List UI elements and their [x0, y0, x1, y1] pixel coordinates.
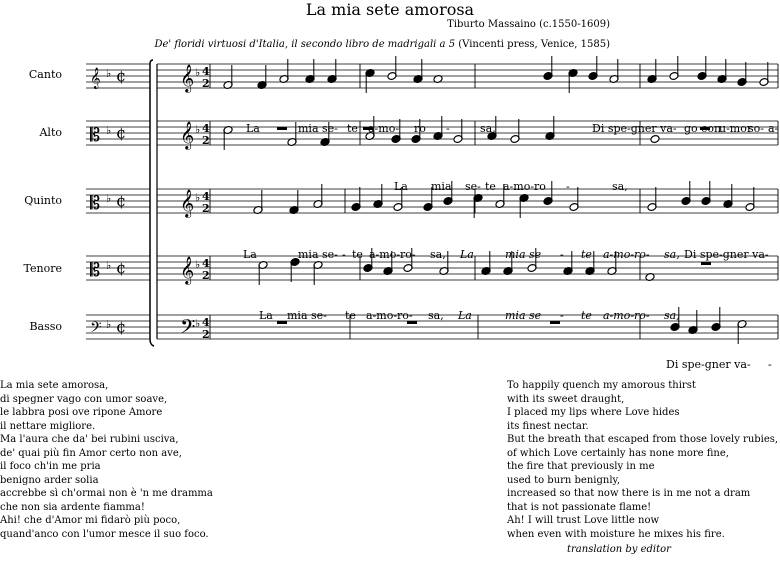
poem-italian-line: Ahi! che d'Amor mi fidarò più poco,: [0, 515, 181, 526]
translation-credit: translation by editor: [567, 544, 671, 555]
lyric-canto-1: La: [246, 122, 260, 135]
key-flat: ♭: [195, 123, 201, 136]
lyric-tenore-4: a-mo-ro-: [366, 309, 413, 322]
modern-clef: 𝄞: [180, 189, 195, 217]
lyric-tenore-9: te: [581, 309, 592, 322]
poem-italian-line: che non sia ardente fiamma!: [0, 501, 145, 513]
poem-italian-line: Ma l'aura che da' bei rubini usciva,: [0, 434, 179, 445]
modern-clef: 𝄞: [180, 64, 195, 92]
lyric-tenore-1: La: [259, 309, 273, 322]
poem-english-line: increased so that now there is in me not a dram: [507, 488, 751, 499]
old-time-signature: ¢: [116, 66, 127, 85]
old-time-signature: ¢: [116, 123, 127, 142]
time-signature-numerator: 4: [202, 257, 210, 270]
voice-name-basso: Basso: [29, 320, 62, 333]
lyric-alto-6: -: [566, 180, 570, 193]
poem-italian-line: de' quai più fin Amor certo non ave,: [0, 447, 182, 459]
lyric-canto-2: mia se-: [298, 122, 338, 135]
voice-name-canto: Canto: [28, 68, 62, 81]
lyric-quinto-2: mia se-: [298, 248, 338, 261]
lyric-quinto-9: -: [560, 248, 564, 261]
key-flat: ♭: [195, 317, 201, 330]
lyric-tenore-11: sa,: [664, 309, 680, 322]
composer: Tiburto Massaino (c.1550-1609): [447, 19, 610, 30]
lyric-alto-5: a-mo-ro: [503, 180, 546, 193]
poem-italian-line: il nettare migliore.: [0, 420, 96, 432]
lyric-quinto-13: Di spe-gner va-: [684, 248, 769, 261]
lyric-tenore-10: a-mo-ro-: [603, 309, 650, 322]
key-flat: ♭: [195, 258, 201, 271]
lyric-canto-11: so-: [748, 122, 764, 135]
poem-english-line: Ah! I will trust Love little now: [507, 515, 660, 526]
incipit-flat: ♭: [106, 67, 112, 80]
lyric-tenore-8: -: [560, 309, 564, 322]
lyric-alto-4: te: [485, 180, 496, 193]
lyric-canto-8: Di spe-gner va-: [592, 122, 677, 135]
lyric-alto-3: se-: [465, 180, 481, 193]
incipit-flat: ♭: [106, 318, 112, 331]
incipit-clef: 𝄢: [90, 319, 102, 340]
old-time-signature: ¢: [116, 258, 127, 277]
time-signature-denominator: 2: [202, 328, 210, 341]
lyric-canto-6: -: [446, 122, 450, 135]
poem-italian: [0, 379, 213, 541]
lyric-basso-1: Di spe-gner va-: [666, 358, 751, 371]
poem-italian-line: benigno arder solia: [0, 474, 99, 486]
poem-english-line: when even with moisture he mixes his fire.: [507, 528, 725, 540]
lyric-canto-12: a-: [768, 122, 779, 135]
source-publisher: (Vincenti press, Venice, 1585): [455, 39, 610, 50]
poem-english-line: To happily quench my amorous thirst: [507, 380, 696, 391]
lyric-quinto-6: sa,: [430, 248, 446, 261]
source-title: De' floridi virtuosi d'Italia, il secondo libro de madrigali a 5: [154, 39, 456, 50]
lyric-quinto-5: a-mo-ro-: [369, 248, 416, 261]
lyric-quinto-1: La: [243, 248, 257, 261]
lyric-tenore-3: te: [345, 309, 356, 322]
time-signature-denominator: 2: [202, 77, 210, 90]
modern-clef: 𝄞: [180, 121, 195, 149]
incipit-flat: ♭: [106, 192, 112, 205]
system-bracket: [150, 60, 154, 346]
poem-english-line: But the breath that escaped from those lovely rubies,: [507, 434, 779, 445]
whole-rest: [550, 321, 560, 324]
old-time-signature: ¢: [116, 317, 127, 336]
time-signature-numerator: 4: [202, 190, 210, 203]
lyric-tenore-2: mia se-: [287, 309, 327, 322]
lyric-quinto-12: sa,: [664, 248, 680, 261]
incipit-clef: 𝄡: [90, 125, 101, 146]
lyric-quinto-8: mia se: [505, 248, 542, 261]
lyric-canto-4: a-mo-: [368, 122, 400, 135]
time-signature-denominator: 2: [202, 269, 210, 282]
poem-italian-line: accrebbe sì ch'ormai non è 'n me dramma: [0, 488, 213, 499]
lyric-tenore-6: La: [458, 309, 472, 322]
lyric-quinto-3: -: [342, 248, 346, 261]
page-title: La mia sete amorosa: [305, 0, 475, 19]
whole-rest: [277, 127, 287, 130]
lyric-tenore-7: mia se: [505, 309, 542, 322]
lyric-canto-10: u-mor: [719, 122, 753, 135]
poem-english-line: its finest nectar.: [507, 420, 589, 432]
time-signature-numerator: 4: [202, 65, 210, 78]
poem-english-line: I placed my lips where Love hides: [507, 407, 680, 418]
lyric-tenore-5: sa,: [428, 309, 444, 322]
notehead: [650, 135, 660, 144]
poem-english-line: that is not passionate flame!: [507, 501, 652, 513]
poem-english-line: with its sweet draught,: [507, 393, 625, 405]
poem-english: [507, 379, 778, 541]
modern-clef: 𝄞: [180, 256, 195, 284]
lyric-canto-3: te: [347, 122, 358, 135]
lyric-alto-2: mia: [431, 180, 452, 193]
incipit-flat: ♭: [106, 124, 112, 137]
voice-name-quinto: Quinto: [24, 194, 62, 207]
whole-rest: [701, 262, 711, 265]
time-signature-denominator: 2: [202, 202, 210, 215]
time-signature-denominator: 2: [202, 134, 210, 147]
lyric-canto-5: ro: [414, 122, 426, 135]
poem-english-line: the fire that previously in me: [507, 461, 655, 472]
voice-name-tenore: Tenore: [23, 262, 62, 275]
whole-rest: [277, 321, 287, 324]
incipit-clef: 𝄡: [90, 193, 101, 214]
lyric-quinto-7: La: [460, 248, 474, 261]
key-flat: ♭: [195, 191, 201, 204]
lyric-basso-2: -: [768, 358, 772, 371]
poem-english-line: used to burn benignly,: [507, 474, 621, 486]
poem-english-line: of which Love certainly has none more fine,: [507, 447, 729, 459]
poem-italian-line: quand'anco con l'umor mesce il suo foco.: [0, 528, 209, 540]
poem-italian-line: La mia sete amorosa,: [0, 380, 109, 391]
incipit-clef: 𝄞: [90, 68, 101, 89]
lyric-canto-7: sa,: [480, 122, 496, 135]
old-time-signature: ¢: [116, 191, 127, 210]
lyric-quinto-10: te: [581, 248, 592, 261]
modern-clef: 𝄢: [180, 315, 196, 343]
poem-italian-line: le labbra posi ove ripone Amore: [0, 407, 163, 418]
lyric-quinto-4: te: [352, 248, 363, 261]
time-signature-numerator: 4: [202, 316, 210, 329]
key-flat: ♭: [195, 66, 201, 79]
time-signature-numerator: 4: [202, 122, 210, 135]
incipit-clef: 𝄡: [90, 260, 101, 281]
lyric-alto-7: sa,: [612, 180, 628, 193]
lyric-quinto-11: a-mo-ro-: [603, 248, 650, 261]
lyric-alto-1: La: [394, 180, 408, 193]
poem-italian-line: il foco ch'in me pria: [0, 461, 101, 472]
poem-italian-line: di spegner vago con umor soave,: [0, 393, 168, 405]
lyric-canto-9: go con: [684, 122, 722, 135]
voice-name-alto: Alto: [39, 126, 62, 139]
incipit-flat: ♭: [106, 259, 112, 272]
